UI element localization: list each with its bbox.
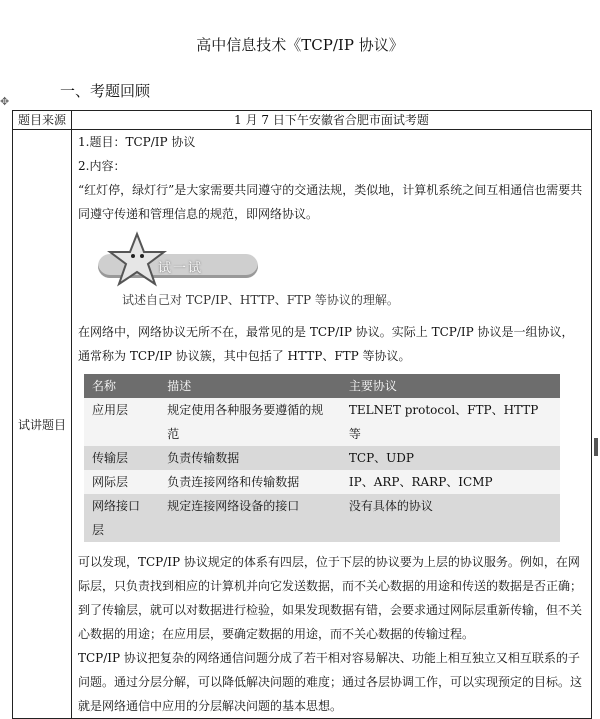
try-it-caption: 试述自己对 TCP/IP、HTTP、FTP 等协议的理解。 xyxy=(122,293,399,307)
layer-description: 规定使用各种服务要遵循的规范 xyxy=(159,398,341,446)
layer-protocols: TCP、UDP xyxy=(341,446,560,470)
protocol-layer-table xyxy=(84,374,560,542)
layer-description: 规定连接网络设备的接口 xyxy=(159,494,341,542)
paragraph-summary: TCP/IP 协议把复杂的网络通信问题分成了若干相对容易解决、功能上相互独立又相互联系的子问题。通过分层分解，可以降低解决问题的难度；通过各层协调工作，可以实现预定的目标。这就是网络通信中应用的分层解决问题的基本思想。 xyxy=(78,651,583,713)
source-value: 1 月 7 日下午安徽省合肥市面试考题 xyxy=(72,111,592,130)
paragraph-intro: “红灯停，绿灯行”是大家需要共同遵守的交通法规，类似地，计算机系统之间互相通信也需要共同遵守传递和管理信息的规范，即网络协议。 xyxy=(78,183,583,221)
try-it-banner-text: 试一试 xyxy=(158,261,204,276)
layer-name: 网际层 xyxy=(84,470,159,494)
try-it-figure xyxy=(88,228,408,314)
header-protocols: 主要协议 xyxy=(341,374,560,398)
layer-name: 网络接口层 xyxy=(84,494,159,542)
paragraph-layers: 可以发现，TCP/IP 协议规定的体系有四层，位于下层的协议要为上层的协议服务。例如，在网际层，只负责找到相应的计算机并向它发送数据，而不关心数据的用途和传送的数据是否正确；到了传输层，就可以对数据进行检验，如果发现数据有错，会要求通过网际层重新传输，但不关心数据的用途；在应用层，要确定数据的用途，而不关心数据的传输过程。 xyxy=(78,555,583,641)
layer-protocols: TELNET protocol、FTP、HTTP 等 xyxy=(341,398,560,446)
table-row xyxy=(84,470,560,494)
layer-protocols: IP、ARP、RARP、ICMP xyxy=(341,470,560,494)
table-row xyxy=(84,494,560,542)
layer-description: 负责传输数据 xyxy=(159,446,341,470)
protocol-table-header xyxy=(84,374,560,398)
layer-name: 传输层 xyxy=(84,446,159,470)
section-heading: 一、考题回顾 xyxy=(60,82,151,100)
topic-label: 试讲题目 xyxy=(13,130,72,719)
content-line: 2.内容： xyxy=(78,159,126,173)
table-row xyxy=(84,446,560,470)
header-description: 描述 xyxy=(159,374,341,398)
topic-line: 1.题目：TCP/IP 协议 xyxy=(78,135,196,149)
topic-row xyxy=(13,130,592,719)
exam-table xyxy=(12,110,592,719)
scroll-marker xyxy=(594,438,598,456)
document-title: 高中信息技术《TCP/IP 协议》 xyxy=(196,36,404,54)
layer-name: 应用层 xyxy=(84,398,159,446)
table-row xyxy=(84,398,560,446)
layer-description: 负责连接网络和传输数据 xyxy=(159,470,341,494)
star-mascot-icon xyxy=(102,230,172,290)
table-move-handle-icon[interactable]: ✥ xyxy=(0,95,10,108)
topic-content xyxy=(72,130,592,719)
header-name: 名称 xyxy=(84,374,159,398)
layer-protocols: 没有具体的协议 xyxy=(341,494,560,542)
source-label: 题目来源 xyxy=(13,111,72,130)
paragraph-tcpip: 在网络中，网络协议无所不在，最常见的是 TCP/IP 协议。实际上 TCP/IP 协议是一组协议，通常称为 TCP/IP 协议簇，其中包括了 HTTP、FTP 等协议。 xyxy=(78,325,574,363)
source-row xyxy=(13,111,592,130)
